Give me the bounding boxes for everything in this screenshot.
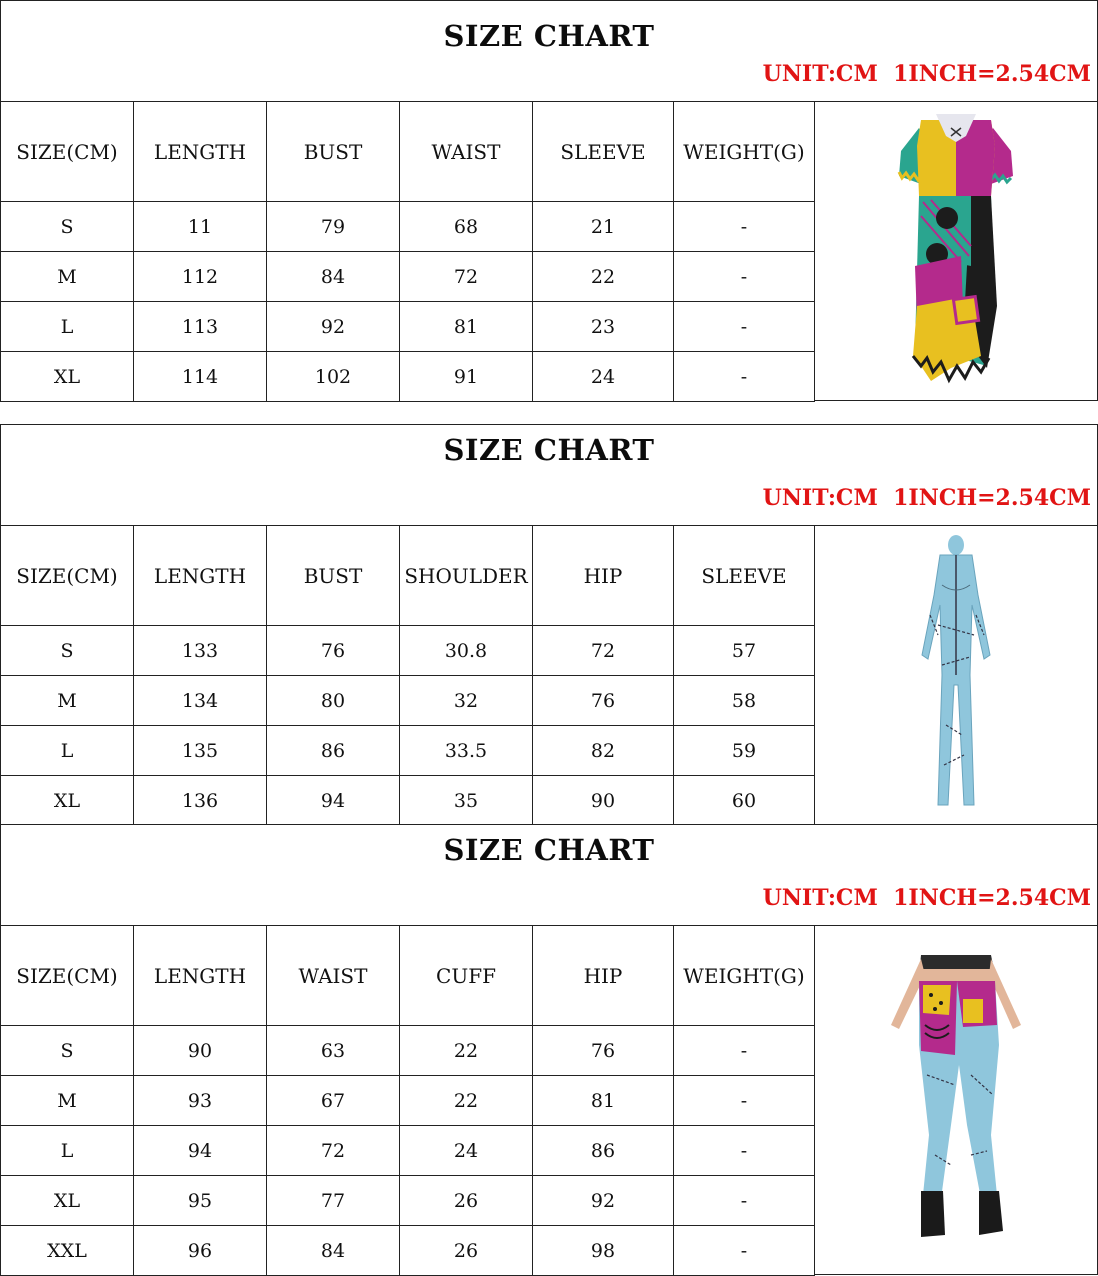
measurement-cell: 32 <box>400 676 533 726</box>
column-header: SIZE(CM) <box>1 926 134 1026</box>
table-row <box>1 252 815 302</box>
measurement-cell: - <box>674 202 815 252</box>
stitched-bodysuit-photo <box>815 525 1098 825</box>
table-row <box>1 352 815 402</box>
column-header: SLEEVE <box>533 102 674 202</box>
size-table <box>0 525 815 826</box>
size-chart-section-bodysuit <box>0 424 1098 826</box>
column-header: CUFF <box>400 926 533 1026</box>
measurement-cell: - <box>674 1126 815 1176</box>
measurement-cell: 79 <box>267 202 400 252</box>
table-row <box>1 1026 815 1076</box>
size-label-cell: M <box>1 1076 134 1126</box>
column-header: WEIGHT(G) <box>674 926 815 1026</box>
measurement-cell: 135 <box>134 726 267 776</box>
measurement-cell: 68 <box>400 202 533 252</box>
measurement-cell: 94 <box>134 1126 267 1176</box>
measurement-cell: 72 <box>400 252 533 302</box>
table-row <box>1 1126 815 1176</box>
table-row <box>1 1176 815 1226</box>
measurement-cell: 60 <box>674 776 815 826</box>
measurement-cell: 84 <box>267 252 400 302</box>
measurement-cell: 114 <box>134 352 267 402</box>
column-header: SIZE(CM) <box>1 526 134 626</box>
measurement-cell: 22 <box>400 1076 533 1126</box>
size-label-cell: L <box>1 1126 134 1176</box>
size-chart-title: SIZE CHART <box>443 19 655 53</box>
measurement-cell: 90 <box>533 776 674 826</box>
table-row <box>1 626 815 676</box>
measurement-cell: 24 <box>400 1126 533 1176</box>
column-header: WAIST <box>400 102 533 202</box>
measurement-cell: 63 <box>267 1026 400 1076</box>
size-chart-title: SIZE CHART <box>443 433 655 467</box>
measurement-cell: 33.5 <box>400 726 533 776</box>
size-label-cell: L <box>1 726 134 776</box>
measurement-cell: 112 <box>134 252 267 302</box>
measurement-cell: 23 <box>533 302 674 352</box>
measurement-cell: - <box>674 1176 815 1226</box>
measurement-cell: - <box>674 302 815 352</box>
size-label-cell: S <box>1 202 134 252</box>
column-header: SLEEVE <box>674 526 815 626</box>
measurement-cell: 72 <box>267 1126 400 1176</box>
measurement-cell: 35 <box>400 776 533 826</box>
column-header: SIZE(CM) <box>1 102 134 202</box>
measurement-cell: 98 <box>533 1226 674 1276</box>
size-label-cell: XXL <box>1 1226 134 1276</box>
column-header: LENGTH <box>134 926 267 1026</box>
table-row <box>1 726 815 776</box>
size-chart-banner <box>0 424 1098 525</box>
measurement-cell: 59 <box>674 726 815 776</box>
table-header-row <box>1 102 815 202</box>
table-row <box>1 302 815 352</box>
measurement-cell: 22 <box>400 1026 533 1076</box>
measurement-cell: 93 <box>134 1076 267 1126</box>
size-chart-title: SIZE CHART <box>443 833 655 867</box>
column-header: HIP <box>533 526 674 626</box>
measurement-cell: 102 <box>267 352 400 402</box>
measurement-cell: 136 <box>134 776 267 826</box>
measurement-cell: 86 <box>267 726 400 776</box>
measurement-cell: 84 <box>267 1226 400 1276</box>
table-header-row <box>1 926 815 1026</box>
measurement-cell: 134 <box>134 676 267 726</box>
measurement-cell: 67 <box>267 1076 400 1126</box>
measurement-cell: 57 <box>674 626 815 676</box>
size-chart-banner <box>0 824 1098 925</box>
measurement-cell: 76 <box>533 676 674 726</box>
table-row <box>1 1226 815 1276</box>
dress-illustration <box>891 106 1021 396</box>
measurement-cell: 77 <box>267 1176 400 1226</box>
unit-conversion-note: UNIT:CM 1INCH=2.54CM <box>762 61 1091 87</box>
size-label-cell: XL <box>1 352 134 402</box>
measurement-cell: 72 <box>533 626 674 676</box>
table-row <box>1 776 815 826</box>
column-header: SHOULDER <box>400 526 533 626</box>
patchwork-dress-photo <box>815 101 1098 401</box>
bodysuit-illustration <box>916 535 996 815</box>
measurement-cell: 80 <box>267 676 400 726</box>
size-chart-banner <box>0 0 1098 101</box>
measurement-cell: 113 <box>134 302 267 352</box>
measurement-cell: 26 <box>400 1226 533 1276</box>
measurement-cell: 95 <box>134 1176 267 1226</box>
size-label-cell: S <box>1 626 134 676</box>
column-header: LENGTH <box>134 102 267 202</box>
measurement-cell: 81 <box>400 302 533 352</box>
unit-conversion-note: UNIT:CM 1INCH=2.54CM <box>762 485 1091 511</box>
measurement-cell: - <box>674 1076 815 1126</box>
size-table <box>0 101 815 402</box>
measurement-cell: 22 <box>533 252 674 302</box>
size-label-cell: XL <box>1 1176 134 1226</box>
measurement-cell: - <box>674 252 815 302</box>
measurement-cell: 82 <box>533 726 674 776</box>
measurement-cell: 92 <box>267 302 400 352</box>
measurement-cell: 91 <box>400 352 533 402</box>
measurement-cell: 133 <box>134 626 267 676</box>
measurement-cell: 26 <box>400 1176 533 1226</box>
unit-conversion-note: UNIT:CM 1INCH=2.54CM <box>762 885 1091 911</box>
column-header: LENGTH <box>134 526 267 626</box>
measurement-cell: - <box>674 1026 815 1076</box>
measurement-cell: 96 <box>134 1226 267 1276</box>
measurement-cell: - <box>674 1226 815 1276</box>
measurement-cell: 21 <box>533 202 674 252</box>
table-row <box>1 202 815 252</box>
measurement-cell: 24 <box>533 352 674 402</box>
column-header: WEIGHT(G) <box>674 102 815 202</box>
size-label-cell: M <box>1 676 134 726</box>
table-row <box>1 1076 815 1126</box>
size-label-cell: S <box>1 1026 134 1076</box>
column-header: HIP <box>533 926 674 1026</box>
measurement-cell: 11 <box>134 202 267 252</box>
table-row <box>1 676 815 726</box>
measurement-cell: 94 <box>267 776 400 826</box>
table-header-row <box>1 526 815 626</box>
column-header: BUST <box>267 526 400 626</box>
measurement-cell: - <box>674 352 815 402</box>
size-chart-section-dress <box>0 0 1098 402</box>
measurement-cell: 90 <box>134 1026 267 1076</box>
size-table <box>0 925 815 1276</box>
size-label-cell: L <box>1 302 134 352</box>
measurement-cell: 86 <box>533 1126 674 1176</box>
leggings-illustration <box>871 955 1041 1245</box>
column-header: WAIST <box>267 926 400 1026</box>
measurement-cell: 92 <box>533 1176 674 1226</box>
size-label-cell: XL <box>1 776 134 826</box>
column-header: BUST <box>267 102 400 202</box>
measurement-cell: 81 <box>533 1076 674 1126</box>
measurement-cell: 76 <box>533 1026 674 1076</box>
measurement-cell: 58 <box>674 676 815 726</box>
measurement-cell: 30.8 <box>400 626 533 676</box>
patchwork-leggings-photo <box>815 925 1098 1275</box>
measurement-cell: 76 <box>267 626 400 676</box>
size-label-cell: M <box>1 252 134 302</box>
size-chart-section-leggings <box>0 824 1098 1276</box>
